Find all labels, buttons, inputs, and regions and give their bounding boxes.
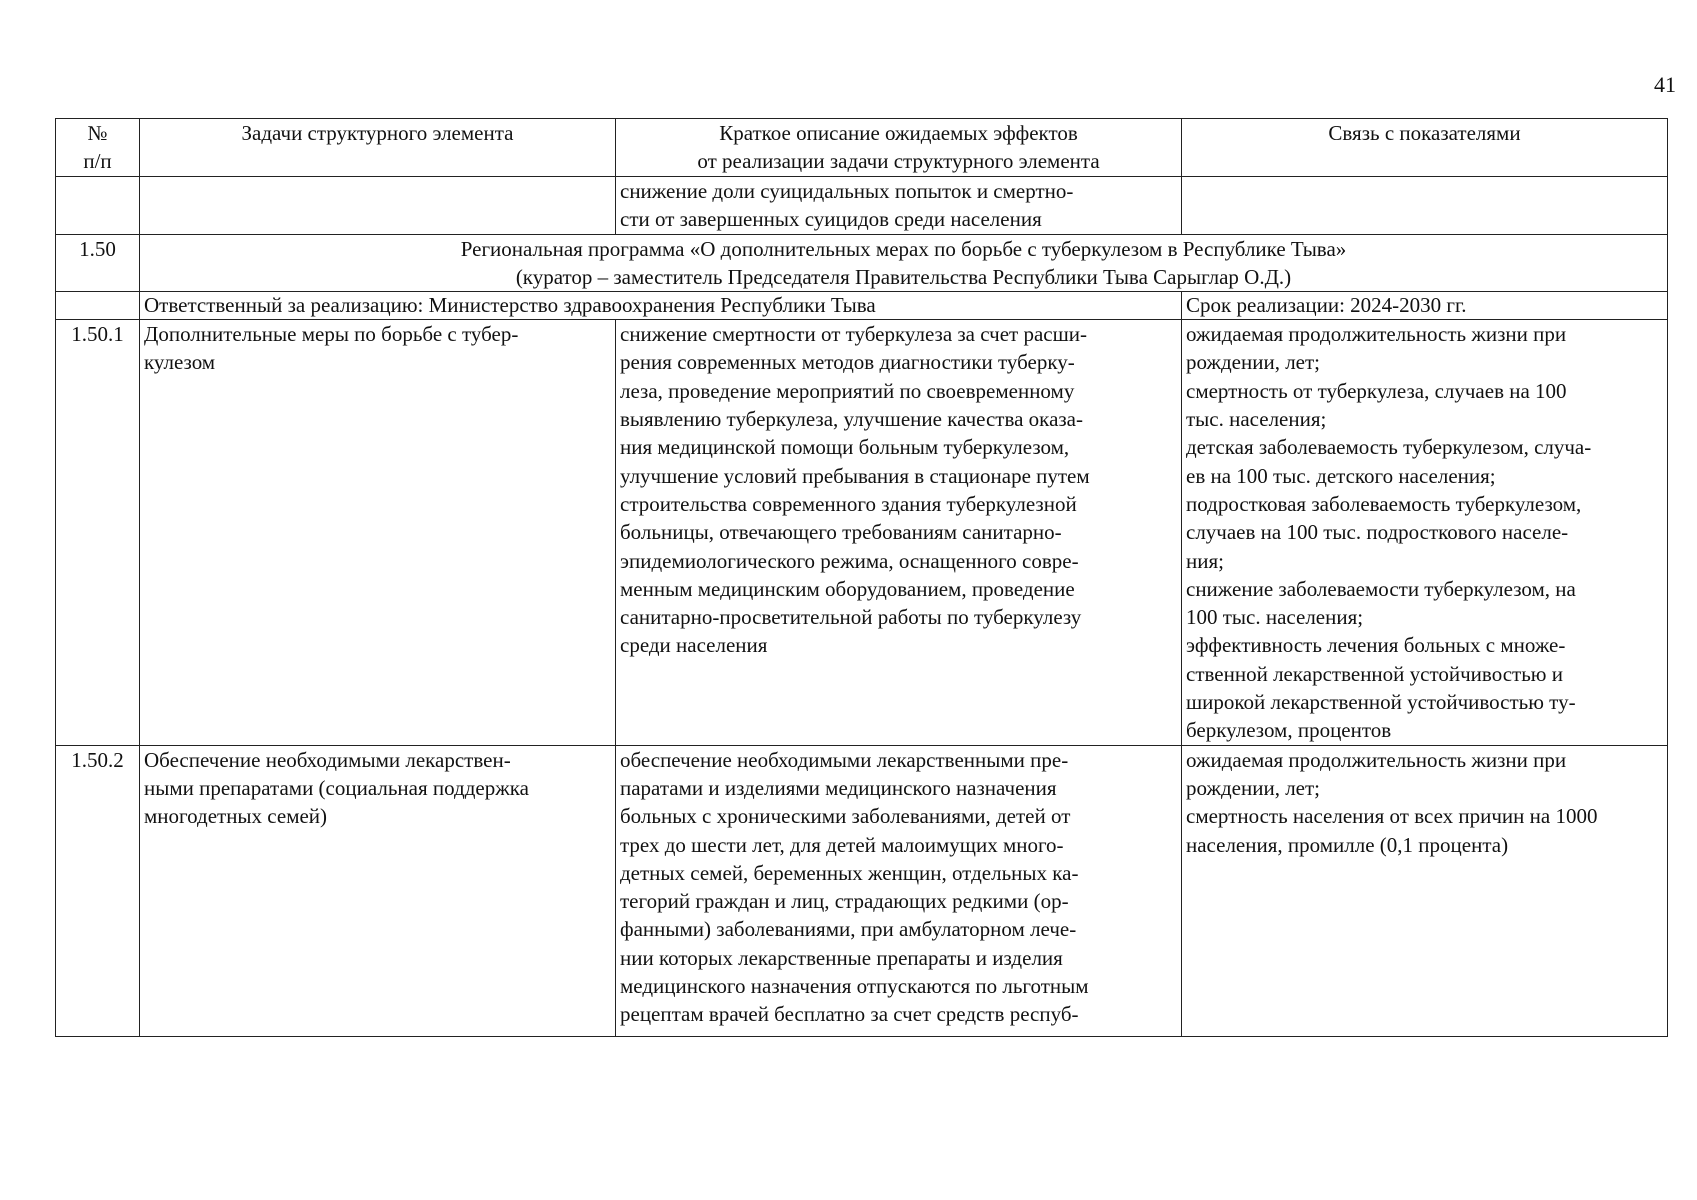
continued-effect-cell: снижение доли суицидальных попыток и смертно- сти от завершенных суицидов среди населения [616,177,1182,235]
table-row [56,320,1668,745]
responsible-number-cell [56,292,140,320]
program-row [56,234,1668,292]
table-header-row [56,119,1668,177]
continued-indicators-cell [1182,177,1668,235]
header-effects: Краткое описание ожидаемых эффектов от реализации задачи структурного элемента [616,119,1182,177]
row-number: 1.50.2 [56,745,140,1036]
row-indicators: ожидаемая продолжительность жизни при рождении, лет; смертность населения от всех причин на 1000 населения, промилле (0,1 процента) [1182,745,1668,1036]
row-effect: снижение смертности от туберкулеза за счет расши- рения современных методов диагностики туберку- леза, проведение мероприятий по своевременному выявлению туберкулеза, улучшение качества оказа- ния медицинской помощи больным туберкулезом, улучшение условий пребывания в стационаре путем строительства современного здания туберкулезной больницы, отвечающего требованиям санитарно- эпидемиологического режима, оснащенного совре- менным медицинским оборудованием, проведение санитарно-просветительной работы по туберкулезу среди населения [616,320,1182,745]
row-effect: обеспечение необходимыми лекарственными пре- паратами и изделиями медицинского назначения больных с хроническими заболеваниями, детей от трех до шести лет, для детей малоимущих много- детных семей, беременных женщин, отдельных ка- тегорий граждан и лиц, страдающих редкими (ор- фанными) заболеваниями, при амбулаторном лече- нии которых лекарственные препараты и изделия медицинского назначения отпускаются по льготным рецептам врачей бесплатно за счет средств респуб- [616,745,1182,1036]
row-indicators: ожидаемая продолжительность жизни при рождении, лет; смертность от туберкулеза, случаев на 100 тыс. населения; детская заболеваемость туберкулезом, случа- ев на 100 тыс. детского населения; подростковая заболеваемость туберкулезом, случаев на 100 тыс. подросткового населе- ния; снижение заболеваемости туберкулезом, на 100 тыс. населения; эффективность лечения больных с множе- ственной лекарственной устойчивостью и широкой лекарственной устойчивостью ту- беркулезом, процентов [1182,320,1668,745]
table-row [56,745,1668,1036]
header-tasks: Задачи структурного элемента [140,119,616,177]
responsible-label: Ответственный за реализацию: Министерство здравоохранения Республики Тыва [140,292,1182,320]
continued-row [56,177,1668,235]
header-indicators: Связь с показателями [1182,119,1668,177]
responsible-row [56,292,1668,320]
continued-number-cell [56,177,140,235]
program-title: Региональная программа «О дополнительных мерах по борьбе с туберкулезом в Республике Тыва» (куратор – заместитель Председателя Правительства Республики Тыва Сарыглар О.Д.) [140,234,1668,292]
program-number: 1.50 [56,234,140,292]
program-table [55,118,1668,1037]
header-number: № п/п [56,119,140,177]
row-task: Дополнительные меры по борьбе с тубер- кулезом [140,320,616,745]
row-task: Обеспечение необходимыми лекарствен- ными препаратами (социальная поддержка многодетных семей) [140,745,616,1036]
continued-task-cell [140,177,616,235]
implementation-term: Срок реализации: 2024-2030 гг. [1182,292,1668,320]
page-number: 41 [1654,72,1676,97]
row-number: 1.50.1 [56,320,140,745]
